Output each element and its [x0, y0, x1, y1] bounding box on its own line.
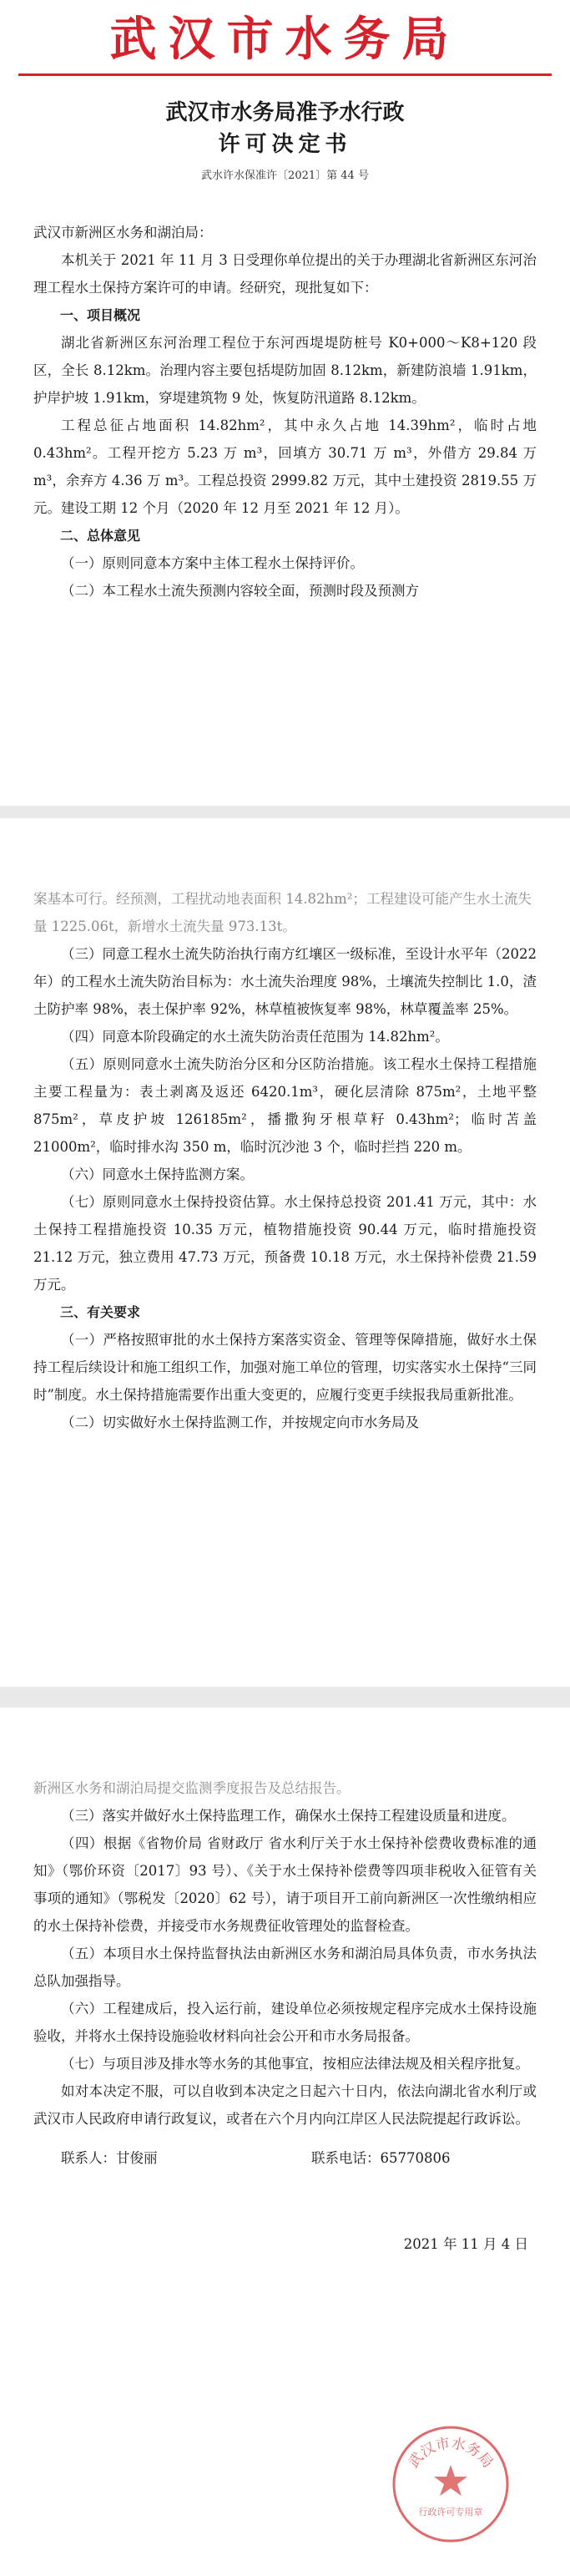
addressee: 武汉市新洲区水务和湖泊局：	[33, 225, 213, 240]
section2-heading: 二、总体意见	[60, 528, 141, 544]
seal-text-top: 武汉市水务局	[405, 2435, 497, 2472]
document-title-line2: 许可决定书	[218, 132, 352, 157]
requirement-6: （六）工程建成后，投入运行前，建设单位必须按规定程序完成水土保持设施验收，并将水土保持设施验收材料向社会公开和市水务局报备。	[33, 2001, 537, 2044]
opinion-2-start: （二）本工程水土流失预测内容较全面，预测时段及预测方	[61, 583, 419, 599]
contact-row	[33, 2144, 537, 2172]
opinion-4: （四）同意本阶段确定的水土流失防治责任范围为 14.82hm²。	[61, 1029, 449, 1045]
header-red-divider	[18, 73, 552, 76]
seal-text-bottom: 行政许可专用章	[418, 2507, 483, 2518]
faded-carryover-text: 案基本可行。经预测，工程扰动地表面积 14.82hm²；工程建设可能产生水土流失量 1225.06t，新增水土流失量 973.13t。	[33, 891, 532, 934]
page3-content	[0, 1774, 570, 2258]
opinion-6: （六）同意水土保持监测方案。	[61, 1167, 254, 1182]
section1-paragraph1: 湖北省新洲区东河治理工程位于东河西堤堤防桩号 K0+000～K8+120 段区，全长 8.12km。治理内容主要包括堤防加固 8.12km，新建防浪墙 1.91km，护岸护坡 1.91km，穿堤建筑物 9 处，恢复防汛道路 8.12km。	[33, 335, 537, 406]
page2-content	[0, 885, 570, 1436]
page1-content	[0, 219, 570, 605]
section3-heading: 三、有关要求	[60, 1304, 141, 1320]
requirement-5: （五）本项目水土保持监督执法由新洲区水务和湖泊局具体负责，市水务执法总队加强指导。	[33, 1946, 537, 1989]
opinion-1: （一）原则同意本方案中主体工程水土保持评价。	[61, 555, 364, 571]
section1-paragraph2: 工程总征占地面积 14.82hm²，其中永久占地 14.39hm²，临时占地 0.43hm²。工程开挖方 5.23 万 m³，回填方 30.71 万 m³，外借方 29.84 万 m³，余弃方 4.36 万 m³。工程总投资 2999.82 万元，其中土建投资 2819.55 万元。建设工期 12 个月（2020 年 12 月至 2021 年 12 月）。	[33, 418, 537, 516]
issue-date: 2021 年 11 月 4 日	[403, 2236, 528, 2252]
document-title-line1: 武汉市水务局准予水行政	[165, 100, 405, 125]
section1-heading: 一、项目概况	[60, 307, 141, 323]
page2-carryover	[33, 885, 537, 940]
intro-paragraph: 本机关于 2021 年 11 月 3 日受理你单位提出的关于办理湖北省新洲区东河治理工程水土保持方案许可的申请。经研究，现批复如下：	[33, 252, 537, 296]
requirement-4: （四）根据《省物价局 省财政厅 省水利厅关于水土保持补偿费收费标准的通知》（鄂价环资〔2017〕93 号）、《关于水土保持补偿费等四项非税收入征管有关事项的通知》（鄂税发〔2020〕62 号），请于项目开工前向新洲区一次性缴纳相应的水土保持补偿费，并接受市水务规费征收管理处的监督检查。	[33, 1835, 537, 1934]
appeal-notice: 如对本决定不服，可以自收到本决定之日起六十日内，依法向湖北省水利厅或武汉市人民政府申请行政复议，或者在六个月内向江岸区人民法院提起行政诉讼。	[33, 2083, 537, 2127]
requirement-2-start: （二）切实做好水土保持监测工作，并按规定向市水务局及	[61, 1415, 419, 1430]
contact-person: 联系人：甘俊丽	[61, 2150, 158, 2166]
opinion-5: （五）原则同意水土流失防治分区和分区防治措施。该工程水土保持工程措施主要工程量为：表土剥离及返还 6420.1m³，硬化层清除 875m²，土地平整 875m²，草皮护坡 126185m²，播撒狗牙根草籽 0.43hm²；临时苫盖 21000m²，临时排水沟 350 m，临时沉沙池 3 个，临时拦挡 220 m。	[33, 1056, 537, 1155]
requirement-3: （三）落实并做好水土保持监理工作，确保水土保持工程建设质量和进度。	[61, 1808, 516, 1824]
official-seal-icon	[388, 2422, 513, 2547]
document-page-1	[0, 0, 570, 806]
requirement-7: （七）与项目涉及排水等水务的其他事宜，按相应法律法规及相关程序批复。	[61, 2056, 529, 2072]
contact-phone: 联系电话：65770806	[311, 2150, 451, 2166]
org-header-title: 武汉市水务局	[109, 12, 461, 67]
page3-carryover: 新洲区水务和湖泊局提交监测季度报告及总结报告。	[33, 1780, 351, 1796]
opinion-7: （七）原则同意水土保持投资估算。水土保持总投资 201.41 万元，其中：水土保持工程措施投资 10.35 万元，植物措施投资 90.44 万元，临时措施投资 21.12 万元，独立费用 47.73 万元，预备费 10.18 万元，水土保持补偿费 21.59 万元。	[33, 1194, 537, 1293]
document-page-2	[0, 818, 570, 1687]
document-page-3	[0, 1708, 570, 2576]
requirement-1: （一）严格按照审批的水土保持方案落实资金、管理等保障措施，做好水土保持工程后续设计和施工组织工作，加强对施工单位的管理，切实落实水土保持“三同时”制度。水土保持措施需要作出重大变更的，应履行变更手续报我局重新批准。	[33, 1332, 537, 1403]
document-number: 武水许水保准许〔2021〕第 44 号	[201, 170, 369, 182]
opinion-3: （三）同意工程水土流失防治执行南方红壤区一级标准，至设计水平年（2022 年）的工程水土流失防治目标为：水土流失治理度 98%，土壤流失控制比 1.0，渣土防护率 98%，表土保护率 92%，林草植被恢复率 98%，林草覆盖率 25%。	[33, 946, 537, 1017]
